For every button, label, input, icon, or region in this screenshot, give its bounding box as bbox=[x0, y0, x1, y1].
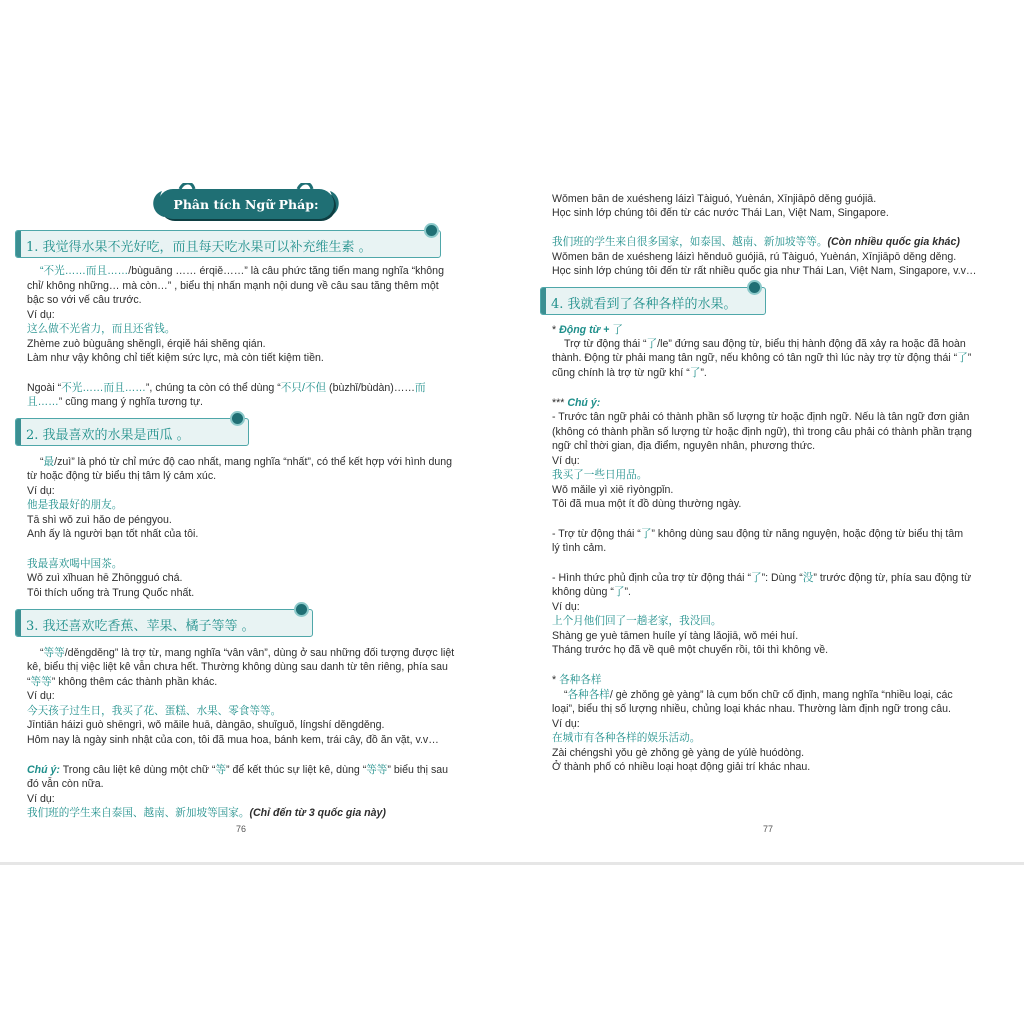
s4-example-3-chinese: 在城市有各种各样的娱乐活动。 bbox=[552, 732, 701, 744]
page-number-left: 76 bbox=[236, 824, 247, 834]
s4-example-1-translation: Tôi đã mua một ít đồ dùng thường ngày. bbox=[552, 498, 742, 510]
section-3-header bbox=[15, 609, 313, 637]
s4-line-15: - Hình thức phủ định của trợ từ động thái “了”: Dùng “没” trước động từ, phía sau động từ bbox=[552, 572, 972, 584]
s4-line-3: thành. Động từ phải mang tân ngữ, nếu không có tân ngữ thì lúc này trợ từ động thái “了” bbox=[552, 352, 972, 364]
s1-example-chinese: 这么做不光省力，而且还省钱。 bbox=[27, 323, 176, 335]
section-2-header bbox=[15, 418, 249, 446]
s3-line-3: “等等” không thêm các thành phần khác. bbox=[27, 676, 218, 688]
s4-line-7: (không có thành phần số lượng từ hoặc định ngữ), thì trong câu phải có thành phần trạng bbox=[552, 426, 972, 438]
header-dot-icon bbox=[747, 280, 762, 295]
s4-example-1-chinese: 我买了一些日用品。 bbox=[552, 469, 648, 481]
s4-subheading-2: * 各种各样 bbox=[552, 674, 602, 686]
s2-example-2-translation: Tôi thích uống trà Trung Quốc nhất. bbox=[27, 587, 195, 599]
s1-line-1: “不光……而且……/bùguāng …… érqiě……” là câu phức tăng tiến mang nghĩa “không bbox=[40, 265, 444, 277]
section-2-title: 2. 我最喜欢的水果是西瓜 。 bbox=[26, 428, 190, 443]
s4-example-2-translation: Tháng trước họ đã về quê một chuyến rồi, tôi thì không về. bbox=[552, 644, 829, 656]
page-number-right: 77 bbox=[763, 824, 774, 834]
s4-example-3-translation: Ở thành phố có nhiều loại hoạt động giải trí khác nhau. bbox=[552, 761, 811, 773]
s4-line-13: - Trợ từ động thái “了” không dùng sau động từ năng nguyện, hoặc động từ biểu thị tâm bbox=[552, 528, 964, 540]
section-4-title: 4. 我就看到了各种各样的水果。 bbox=[551, 297, 737, 312]
s2-example-1-chinese: 他是我最好的朋友。 bbox=[27, 499, 123, 511]
s4-line-6: - Trước tân ngữ phải có thành phần số lượng từ hoặc định ngữ. Nếu là tân ngữ đơn giản bbox=[552, 411, 970, 423]
bottom-divider bbox=[0, 862, 1024, 865]
s4-line-2: Trợ từ động thái “了/le” đứng sau động từ, biểu thị hành động đã xảy ra hoặc đã hoàn bbox=[564, 338, 966, 350]
section-1-header bbox=[15, 230, 441, 258]
s3-note-line-2: đó vẫn còn nữa. bbox=[27, 778, 104, 790]
s4-example-1-pinyin: Wǒ mǎile yì xiē rìyòngpǐn. bbox=[552, 484, 674, 496]
s1-line-8: Ngoài “不光……而且……”, chúng ta còn có thể dùng “不只/不但 (bùzhǐ/bùdàn)……而 bbox=[27, 382, 426, 394]
s1-example-label: Ví dụ: bbox=[27, 309, 55, 321]
s4-note-heading: *** Chú ý: bbox=[552, 397, 601, 409]
s1-example-translation: Làm như vậy không chỉ tiết kiệm sức lực, mà còn tiết kiệm tiền. bbox=[27, 352, 324, 364]
s3-line-2: kê, biểu thị việc liệt kê vẫn chưa hết. Thường không dùng sau danh từ tên riêng, phía sau bbox=[27, 661, 448, 673]
section-3-title: 3. 我还喜欢吃香蕉、苹果、橘子等等 。 bbox=[26, 619, 255, 634]
s4-line-14: lý tình cảm. bbox=[552, 542, 607, 554]
section-1-title: 1. 我觉得水果不光好吃，而且每天吃水果可以补充维生素 。 bbox=[26, 240, 372, 255]
s3-example-translation: Hôm nay là ngày sinh nhật của con, tôi đã mua hoa, bánh kem, trái cây, đồ ăn vặt, v.v… bbox=[27, 734, 439, 746]
s3-example-label: Ví dụ: bbox=[27, 690, 55, 702]
s1-example-pinyin: Zhème zuò bùguāng shěnglì, érqiě hái shěng qián. bbox=[27, 338, 266, 350]
s2-example-1-translation: Anh ấy là người bạn tốt nhất của tôi. bbox=[27, 528, 199, 540]
r-example-2-translation: Học sinh lớp chúng tôi đến từ rất nhiều quốc gia như Thái Lan, Việt Nam, Singapore, v.v… bbox=[552, 265, 977, 277]
section-4-header bbox=[540, 287, 766, 315]
r-example-2-pinyin: Wǒmen bān de xuésheng láizì hěnduō guójiā, rú Tàiguó, Yuènán, Xīnjiāpō děng děng. bbox=[552, 251, 957, 263]
s4-example-label-3: Ví dụ: bbox=[552, 718, 580, 730]
s2-example-2-chinese: 我最喜欢喝中国茶。 bbox=[27, 558, 123, 570]
s4-line-22: “各种各样/ gè zhǒng gè yàng” là cụm bốn chữ cố định, mang nghĩa “nhiều loại, các bbox=[564, 689, 953, 701]
s4-line-8: ngữ chỉ thời gian, địa điểm, nguyên nhân, phương thức. bbox=[552, 440, 816, 452]
s3-example-2-chinese: 我们班的学生来自泰国、越南、新加坡等国家。(Chỉ đến từ 3 quốc gia này) bbox=[27, 807, 386, 819]
banner-title: Phân tích Ngữ Pháp: bbox=[173, 197, 319, 212]
s2-line-1: “最/zuì” là phó từ chỉ mức độ cao nhất, mang nghĩa “nhất”, có thể kết hợp với hình dung bbox=[40, 456, 453, 468]
s2-example-2-pinyin: Wǒ zuì xǐhuan hē Zhōngguó chá. bbox=[27, 572, 183, 584]
s2-line-2: từ hoặc động từ biểu thị tâm lý cảm xúc. bbox=[27, 470, 217, 482]
s3-example-chinese: 今天孩子过生日，我买了花、蛋糕、水果、零食等等。 bbox=[27, 705, 282, 717]
s1-line-2: chỉ/ không những… mà còn…” , biểu thị nhấn mạnh nội dung về câu sau tăng thêm một bbox=[27, 280, 439, 292]
s4-line-16: không dùng “了”. bbox=[552, 586, 631, 598]
grammar-analysis-banner bbox=[150, 183, 342, 225]
s4-example-label-2: Ví dụ: bbox=[552, 601, 580, 613]
s2-example-1-pinyin: Tā shì wǒ zuì hǎo de péngyou. bbox=[27, 514, 172, 526]
r-example-translation: Học sinh lớp chúng tôi đến từ các nước Thái Lan, Việt Nam, Singapore. bbox=[552, 207, 889, 219]
header-dot-icon bbox=[424, 223, 439, 238]
s4-example-2-pinyin: Shàng ge yuè tāmen huíle yí tàng lǎojiā, wǒ méi huí. bbox=[552, 630, 799, 642]
s4-line-4: cũng chính là trợ từ ngữ khí “了”. bbox=[552, 367, 707, 379]
s4-example-3-pinyin: Zài chéngshì yǒu gè zhǒng gè yàng de yúlè huódòng. bbox=[552, 747, 805, 759]
s3-note-line: Chú ý: Trong câu liệt kê dùng một chữ “等” để kết thúc sự liệt kê, dùng “等等” biểu thị sau bbox=[27, 764, 449, 776]
s4-line-23: loại”, biểu thị số lượng nhiều, chủng loại khác nhau. Thường làm định ngữ trong câu. bbox=[552, 703, 951, 715]
s4-example-2-chinese: 上个月他们回了一趟老家，我没回。 bbox=[552, 615, 722, 627]
header-dot-icon bbox=[294, 602, 309, 617]
s4-subheading: * Động từ + 了 bbox=[552, 324, 623, 336]
r-example-2-chinese: 我们班的学生来自很多国家，如泰国、越南、新加坡等等。(Còn nhiều quốc gia khác) bbox=[552, 236, 960, 248]
r-example-pinyin: Wǒmen bān de xuésheng láizì Tàiguó, Yuènán, Xīnjiāpō děng guójiā. bbox=[552, 193, 877, 205]
s3-example-pinyin: Jīntiān háizi guò shēngrì, wǒ mǎile huā, dàngāo, shuǐguǒ, língshí děngděng. bbox=[27, 719, 385, 731]
s3-example-label-2: Ví dụ: bbox=[27, 793, 55, 805]
s3-line-1: “等等/děngděng” là trợ từ, mang nghĩa “vân vân”, dùng ở sau những đối tượng được liệt bbox=[40, 647, 455, 659]
s4-example-label: Ví dụ: bbox=[552, 455, 580, 467]
s1-line-9: 且……” cũng mang ý nghĩa tương tự. bbox=[27, 396, 203, 408]
s2-example-label: Ví dụ: bbox=[27, 485, 55, 497]
header-dot-icon bbox=[230, 411, 245, 426]
s1-line-3: bậc so với vế câu trước. bbox=[27, 294, 142, 306]
